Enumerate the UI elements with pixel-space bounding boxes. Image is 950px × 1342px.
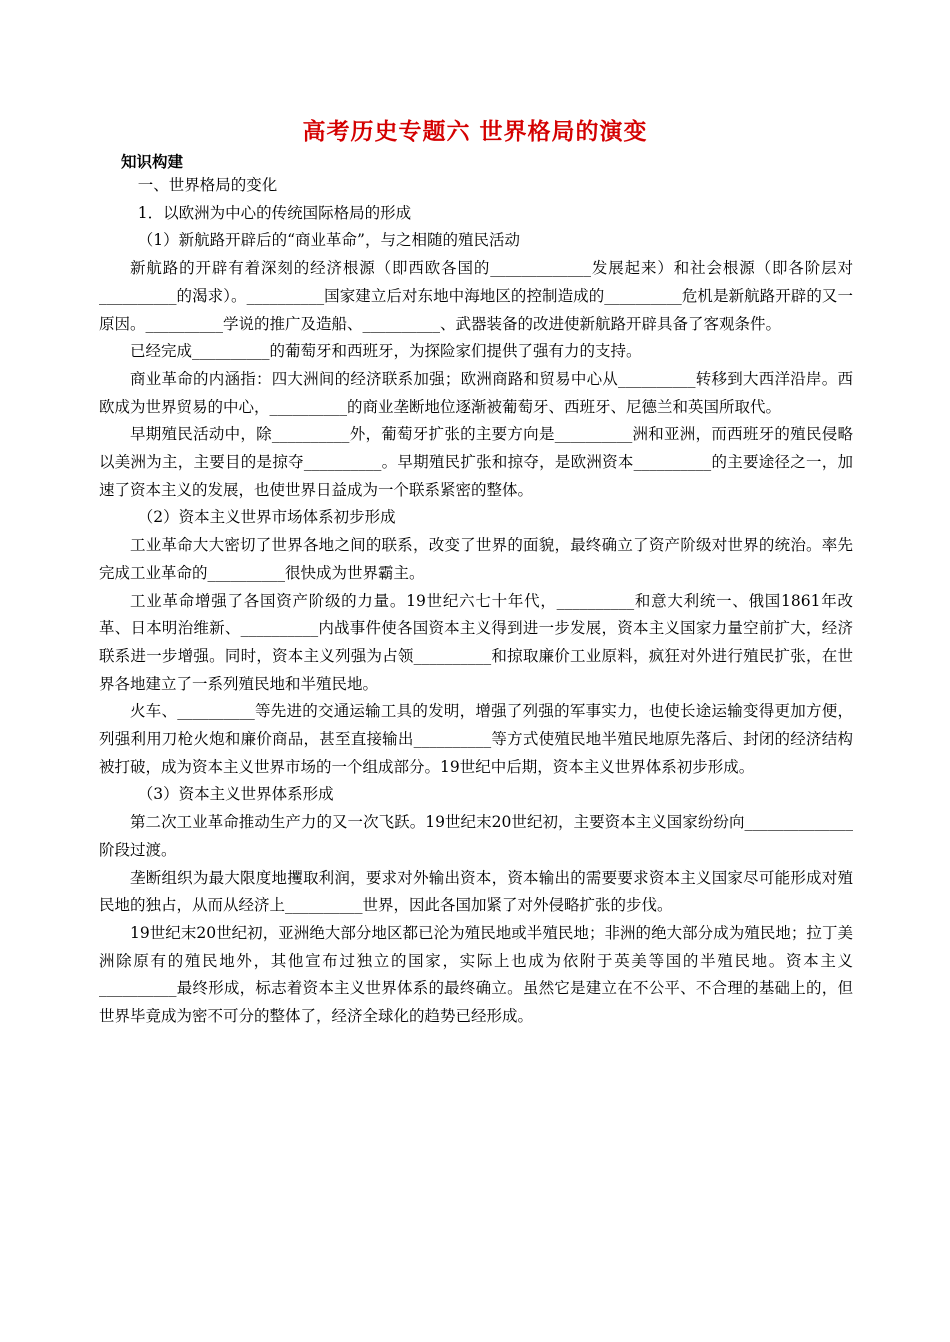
subheading-commercial-revolution: （1）新航路开辟后的“商业革命”，与之相随的殖民活动 [137, 231, 520, 250]
paragraph: 19世纪末20世纪初，亚洲绝大部分地区都已沦为殖民地或半殖民地；非洲的绝大部分成为殖民地；拉丁美洲除原有的殖民地外，其他宣布过独立的国家，实际上也成为依附于英美等国的半殖民地。资本主义__________最终形成，标志着资本主义世界体系的最终确立。虽然它是建立在不公平、不合理的基础上的，但世界毕竟成为密不可分的整体了，经济全球化的趋势已经形成。 [99, 923, 853, 1026]
document-body [99, 172, 853, 1031]
document-title: 高考历史专题六 世界格局的演变 [302, 119, 648, 145]
paragraph: 新航路的开辟有着深刻的经济根源（即西欧各国的_____________发展起来）和社会根源（即各阶层对__________的渴求）。__________国家建立后对东地中海地区的控制造成的__________危机是新航路开辟的又一原因。__________学说的推广及造船、__________、武器装备的改进使新航路开辟具备了客观条件。 [99, 259, 853, 333]
paragraph: 工业革命增强了各国资产阶级的力量。19世纪六七十年代，__________和意大利统一、俄国1861年改革、日本明治维新、__________内战事件使各国资本主义得到进一步发展，资本主义国家力量空前扩大，经济联系进一步增强。同时，资本主义列强为占领__________和掠取廉价工业原料，疯狂对外进行殖民扩张，在世界各地建立了一系列殖民地和半殖民地。 [99, 591, 853, 693]
paragraph: 第二次工业革命推动生产力的又一次飞跃。19世纪末20世纪初，主要资本主义国家纷纷向______________阶段过渡。 [99, 813, 853, 859]
paragraph: 工业革命大大密切了世界各地之间的联系，改变了世界的面貌，最终确立了资产阶级对世界的统治。率先完成工业革命的__________很快成为世界霸主。 [99, 536, 853, 582]
section-heading: 知识构建 [121, 153, 184, 171]
subheading-world-market: （2）资本主义世界市场体系初步形成 [137, 508, 396, 527]
paragraph: 火车、__________等先进的交通运输工具的发明，增强了列强的军事实力，也使长途运输变得更加方便，列强利用刀枪火炮和廉价商品，甚至直接输出__________等方式使殖民地半殖民地原先落后、封闭的经济结构被打破，成为资本主义世界市场的一个组成部分。19世纪中后期，资本主义世界体系初步形成。 [99, 702, 853, 776]
paragraph: 已经完成__________的葡萄牙和西班牙，为探险家们提供了强有力的支持。 [130, 342, 642, 361]
paragraph: 早期殖民活动中，除__________外，葡萄牙扩张的主要方向是__________洲和亚洲，而西班牙的殖民侵略以美洲为主，主要目的是掠夺__________。早期殖民扩张和掠夺，是欧洲资本__________的主要途径之一，加速了资本主义的发展，也使世界日益成为一个联系紧密的整体。 [99, 425, 853, 499]
subheading-world-system: （3）资本主义世界体系形成 [137, 785, 334, 804]
paragraph: 垄断组织为最大限度地攫取利润，要求对外输出资本，资本输出的需要要求资本主义国家尽可能形成对殖民地的独占，从而从经济上__________世界，因此各国加紧了对外侵略扩张的步伐。 [99, 868, 853, 915]
heading-europe-centered: 1．以欧洲为中心的传统国际格局的形成 [137, 203, 412, 222]
heading-world-pattern-change: 一、世界格局的变化 [137, 176, 278, 194]
paragraph: 商业革命的内涵指：四大洲间的经济联系加强；欧洲商路和贸易中心从__________转移到大西洋沿岸。西欧成为世界贸易的中心，__________的商业垄断地位逐渐被葡萄牙、西班牙、尼德兰和英国所取代。 [99, 369, 853, 416]
